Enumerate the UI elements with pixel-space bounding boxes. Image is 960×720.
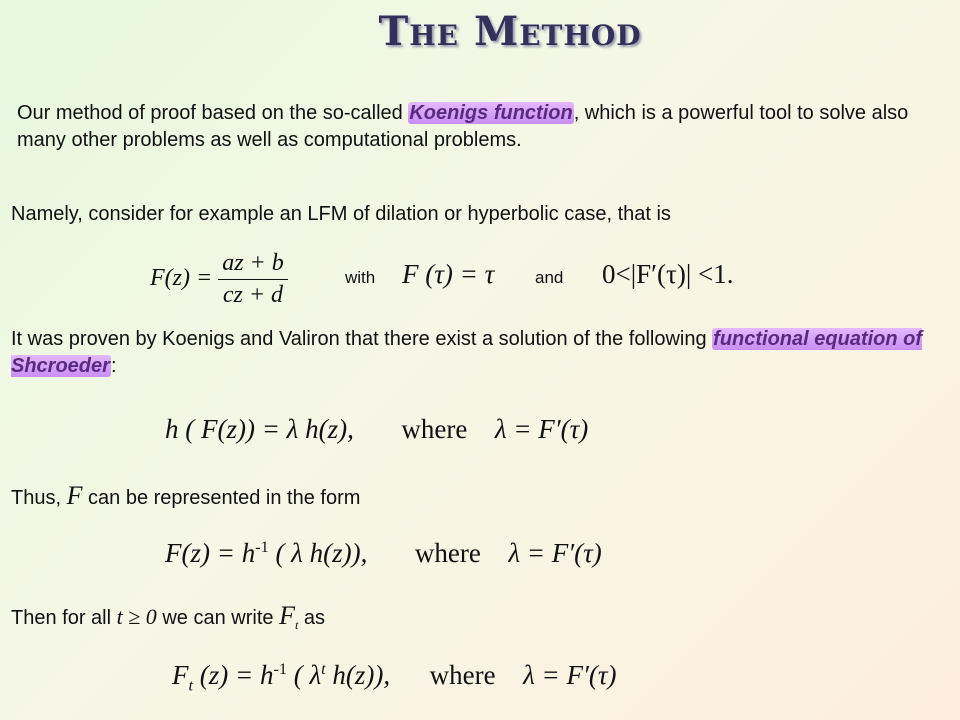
schroeder-equation-highlight: functional equation of Shcroeder — [11, 328, 923, 377]
lfm-fraction: $\frac{az + b}{cz + d}$ — [218, 250, 288, 309]
flow-equation: $F_t$ $(z) = h^{-1}$ ( $\lambda^t$ h(z)), where λ = F′(τ) — [172, 660, 617, 695]
representation-equation: $F(z) = h^{-1}$ ( λ h(z)), where λ = F′(τ) — [165, 538, 602, 568]
thus-paragraph: Thus, F can be represented in the form — [11, 481, 361, 510]
and-word: and — [535, 268, 564, 287]
then-paragraph: Then for all t ≥ 0 we can write $F_t$ as — [11, 601, 325, 632]
lfm-equation: F(z) = $\frac{az + b}{cz + d}$ — [150, 250, 288, 309]
namely-paragraph: Namely, consider for example an LFM of dilation or hyperbolic case, that is — [11, 203, 671, 225]
intro-paragraph: Our method of proof based on the so-called Koenigs function, which is a powerful tool to solve also many other problems as well as computational problems. — [17, 102, 909, 151]
koenigs-function-highlight: Koenigs function — [409, 102, 573, 124]
schroeder-equation: h ( F(z)) = λ h(z), where λ = F′(τ) — [165, 414, 589, 444]
slide-title: The Method — [378, 8, 642, 55]
with-word: with — [345, 268, 376, 287]
fixed-point-condition: F (τ) = τ — [402, 259, 495, 289]
derivative-condition: 0<|F′(τ)| <1. — [602, 259, 734, 289]
proven-paragraph: It was proven by Koenigs and Valiron that there exist a solution of the following functional equation of Shcroeder: — [11, 328, 923, 377]
